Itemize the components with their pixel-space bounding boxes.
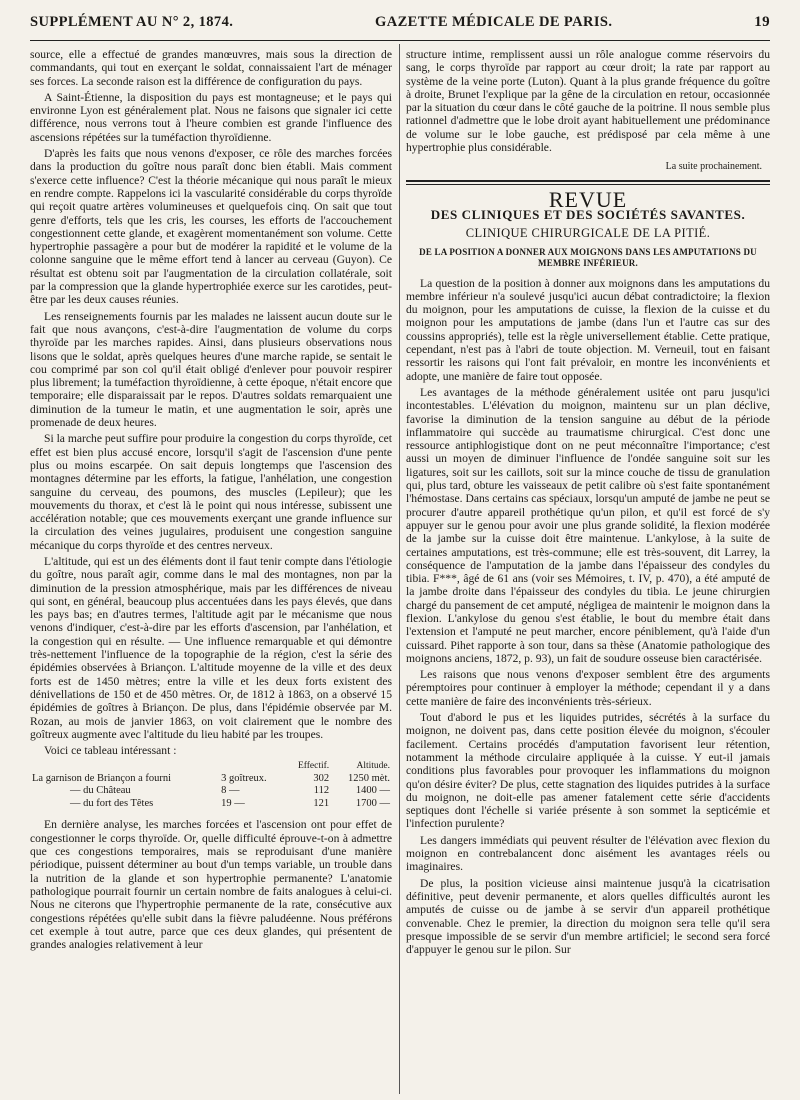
article-heading: DE LA POSITION A DONNER AUX MOIGNONS DANS LES AMPUTATIONS DU MEMBRE INFÉRIEUR. (419, 246, 757, 268)
column-divider (399, 44, 400, 1094)
paragraph: La question de la position à donner aux moignons dans les amputations du membre inférieur n'a soulevé jusqu'ici aucun débat contradictoire; la flexion du moignon, pour les amputations de cuisse, la flexion de la cuisse et du moignon pour les amputations de jambe (dans l'un et l'autre cas sur des coussins appropriés), telle est la règle universellement établie. Cette pratique, cependant, n'est pas à l'abri de toute objection. M. Verneuil, tout en faisant ressortir les raisons qui l'ont fait prévaloir, en montre les inconvénients et adopte, une manière de faire tout opposée. (406, 276, 770, 383)
altitude-header: Altitude. (356, 761, 390, 772)
paragraph: Les avantages de la méthode généralement usitée ont paru jusqu'ici incontestables. L'élévation du moignon, maintenu sur un plan déclive, favorise la diminution de la tension sanguine au début de la période inflammatoire qui succède au traumatisme chirurgical. C'est donc une ressource antiphlogistique dont on ne peut méconnaître l'importance; c'est aussi un moyen de diminuer l'influence de l'ondée sanguine soit sur les ligatures, soit sur les caillots, soit sur la mince couche de tissu de granulation qui, plus tard, obture les vaisseaux de petit calibre où s'est faite spontanément l'hémostase. Dans certains cas spéciaux, lorsqu'un amputé de jambe ne peut se procurer d'autre appareil prothétique qu'un pilon, et qu'il est forcé de s'y appuyer sur le genou pour avoir une plus grande solidité, la flexion modérée de la jambe sur la cuisse doit être maintenue. L'ankylose, à la suite de certaines amputations, est très-commune; elle est très-souvent, dit Larrey, la conséquence de l'amputation de la jambe dans l'épaisseur des condyles du tibia. F***, âgé de 61 ans (voir ses Mémoires, t. IV, p. 470), a été amputé de la jambe droite dans l'épaisseur des condyles du tibia. Le jeune chirurgien chargé du pansement de cet amputé, négligea de maintenir le moignon dans la flexion. L'ankylose du genou s'est établie, le bout du membre était dans l'extension et l'amputé ne peut marcher, encore péniblement, qu'à l'aide d'un cuissard. Pihet rapporte à son tour, dans sa thèse (Anatomie pathologique des moignons anciens, 1872, p. 93), un fait de soudure osseuse bien caractérisée. (406, 385, 770, 665)
paragraph: Les raisons que nous venons d'exposer semblent être des arguments péremptoires pour continuer à employer la méthode; cependant il y a dans cette manière de faire des inconvénients très-sérieux. (406, 668, 770, 708)
garrison-table (30, 760, 392, 810)
section-title: REVUE (548, 186, 628, 212)
supplement-label: SUPPLÉMENT AU N° 2, 1874. (30, 14, 234, 30)
row-goitres: 8 — (221, 785, 240, 797)
paragraph: D'après les faits que nous venons d'exposer, ce rôle des marches forcées dans la production du goître nous paraît donc bien établi. Mais comment s'exerce cette influence? C'est la théorie mécanique qui nous paraît le mieux en rendre compte. Rappelons ici la vascularité considérable du corps thyroïde qui reçoit quatre artères volumineuses et quelquefois cinq. On sait que tout genre d'efforts, tels que les cris, les courses, les efforts de l'accouchement congestionnent cette glande, et exagèrent momentanément son volume. Cette hypertrophie passagère a pour but de modérer la rapidité et le volume de la colonne sanguine que le même effort tend à lancer au cerveau (Guyon). Ce résultat est obtenu soit par l'augmentation de la circulation collatérale, soit par la compression que la glande hypertrophiée exerce sur les carotides, peut-être par les deux causes réunies. (30, 147, 392, 307)
page-number: 19 (754, 14, 770, 30)
row-label: La garnison de Briançon a fourni (32, 772, 172, 784)
right-column (406, 48, 770, 1096)
row-effectif: 112 (313, 785, 330, 797)
row-altitude: 1400 — (355, 785, 390, 797)
table-row (30, 773, 392, 786)
section-subtitle: DES CLINIQUES ET DES SOCIÉTÉS SAVANTES. (430, 206, 746, 222)
clinic-heading: CLINIQUE CHIRURGICALE DE LA PITIÉ. (465, 226, 711, 241)
row-goitres: 3 goîtreux. (221, 772, 267, 784)
row-goitres: 19 — (221, 797, 245, 809)
paragraph: Tout d'abord le pus et les liquides putrides, sécrétés à la surface du moignon, ne doivent pas, dans cette position élevée du moignon, s'écouler facilement. Certains procédés d'amputation favorisent leur rétention, notamment la méthode circulaire appliquée à la cuisse. Y eut-il jamais conditions plus favorables pour provoquer les inflammations du moignon qu'on désire éviter? De plus, cette stagnation des liquides putrides à la surface du moignon, ne doit-elle pas amener fatalement cette série d'accidents septiques dont l'échelle si variée présente à son sommet la septicémie et l'infection purulente? (406, 711, 770, 831)
journal-title: GAZETTE MÉDICALE DE PARIS. (375, 14, 613, 30)
page-header (30, 14, 770, 38)
table-header-row (30, 760, 392, 773)
left-column (30, 48, 392, 1096)
paragraph: L'altitude, qui est un des éléments dont il faut tenir compte dans l'étiologie du goître, nous paraît agir, comme dans le mal des montagnes, non par la diminution de la pression atmosphérique, mais par les différences de niveau qui sont, en général, beaucoup plus accentuées dans les pays élevés, que dans les pays bas; en d'autres termes, l'altitude agit par le mécanisme que nous venons d'indiquer, c'est-à-dire par les efforts d'ascension, par l'anhélation, et la congestion qui en résulte. — Une influence remarquable et qui démontre très-nettement l'influence de la topographie de la région, c'est la série des épidémies observées à Briançon. L'altitude moyenne de la ville et des deux forts est de 1450 mètres; entre la ville et les deux forts existent des dénivellations de 150 et de 450 mètres. Or, de 1812 à 1863, on a observé 15 épidémies de goîtres à Briançon. De plus, dans l'épidémie observée par M. Rozan, au mois de janvier 1863, on voit clairement que le nombre des goîtreux augmente avec l'altitude du lieu habité par les troupes. (30, 554, 392, 741)
paragraph: structure intime, remplissent aussi un rôle analogue comme réservoirs du sang, le corps thyroïde par rapport au cœur droit; la rate par rapport au système de la veine porte (Luton). Quant à la plus grande fréquence du goître à droite, Brunet l'explique par la gêne de la circulation en retour, occasionnée par la situation du cœur dans le côté gauche de la poitrine. Il nous semble plus rationnel d'admettre que le lobe droit ayant habituellement une prédominance de volume sur le lobe gauche, est prédisposé par cela même à une hypertrophie plus considérable. (406, 48, 770, 155)
continuation-note: La suite prochainement. (665, 161, 762, 173)
paragraph: De plus, la position vicieuse ainsi maintenue jusqu'à la cicatrisation définitive, peut devenir permanente, et alors quelles difficultés auront les amputés de cuisse ou de jambe à se servir d'un appareil prothétique convenable. Chez le premier, la direction du moignon sera telle qu'il sera presque impossible de se servir d'un membre artificiel; le second sera forcé d'appuyer le genou sur le pilon. Sur (406, 876, 770, 957)
effectif-header: Effectif. (297, 761, 330, 772)
row-effectif: 302 (313, 772, 330, 784)
row-altitude: 1700 — (355, 797, 390, 809)
row-label: — du Château (70, 785, 131, 797)
paragraph: Les dangers immédiats qui peuvent résulter de l'élévation avec flexion du moignon en contrebalancent donc aisément les avantages réels ou imaginaires. (406, 833, 770, 874)
table-row (30, 798, 392, 811)
row-altitude: 1250 mèt. (348, 772, 390, 784)
row-effectif: 121 (313, 797, 330, 809)
section-rule (406, 180, 770, 182)
row-label: — du fort des Têtes (70, 797, 154, 809)
header-rule (30, 40, 770, 41)
section-rule-thin (406, 184, 770, 185)
paragraph: A Saint-Étienne, la disposition du pays est montagneuse; et le pays qui environne Lyon est généralement plat. Nous ne faisons que signaler ici cette différence, nous verrons tout à l'heure combien est grande l'influence des ascensions répétées sur la tuméfaction thyroïdienne. (30, 90, 392, 144)
paragraph: Voici ce tableau intéressant : (44, 744, 177, 758)
paragraph: En dernière analyse, les marches forcées et l'ascension ont pour effet de congestionner le corps thyroïde. Or, quelle difficulté éprouve-t-on à admettre que ces congestions temporaires, mais se reproduisant d'une manière périodique, puissent déterminer au bout d'un temps variable, un trouble dans la nutrition de la glande et son hypertrophie permanente? L'anatomie pathologique pourrait fournir un certain nombre de faits analogues à celui-ci. Nous ne citerons que l'hypertrophie permanente de la rate, consécutive aux congestions répétées qu'elle subit dans la fièvre paludéenne. Nous préférons cet exemple à tout autre, parce que ces deux glandes, qui présentent de grandes analogies relativement à leur (30, 818, 392, 952)
paragraph: source, elle a effectué de grandes manœuvres, mais sous la direction de commandants, qui tout en exerçant le soldat, connaissaient l'art de ménager ses forces. La seconde raison est la différence de configuration du pays. (30, 48, 392, 88)
paragraph: Les renseignements fournis par les malades ne laissent aucun doute sur le fait que nous avançons, c'est-à-dire l'augmentation de volume du corps thyroïde par les marches rapides. Ainsi, dans plusieurs observations nous lisons que le soldat, après quelques heures d'une marche rapide, se sentait le cou comprimé par son col qu'il était obligé d'enlever pour pouvoir respirer plus librement; la tuméfaction thyroïdienne, à cette époque, n'était encore que temporaire; elle disparaissait par le repos. D'autres soldats remarquaient une diminution de la tumeur le matin, et une augmentation le soir, après une promenade de deux heures. (30, 309, 392, 430)
paragraph: Si la marche peut suffire pour produire la congestion du corps thyroïde, cet effet est bien plus accusé encore, lorsqu'il s'agit de l'ascension d'une pente plus ou moins escarpée. On sait depuis longtemps que l'ascension des montagnes détermine par les efforts, la fatigue, l'anhélation, une congestion sanguine du cerveau, des poumons, des muscles (Lepileur); que les mouvements du thorax, et c'est là le point qui nous intéresse, subissent une accélération notable; que ces mouvements exerçant une grande influence sur la circulation des veines jugulaires, produisent une congestion sanguine mécanique du corps thyroïde et des centres nerveux. (30, 432, 392, 552)
table-row (30, 785, 392, 798)
